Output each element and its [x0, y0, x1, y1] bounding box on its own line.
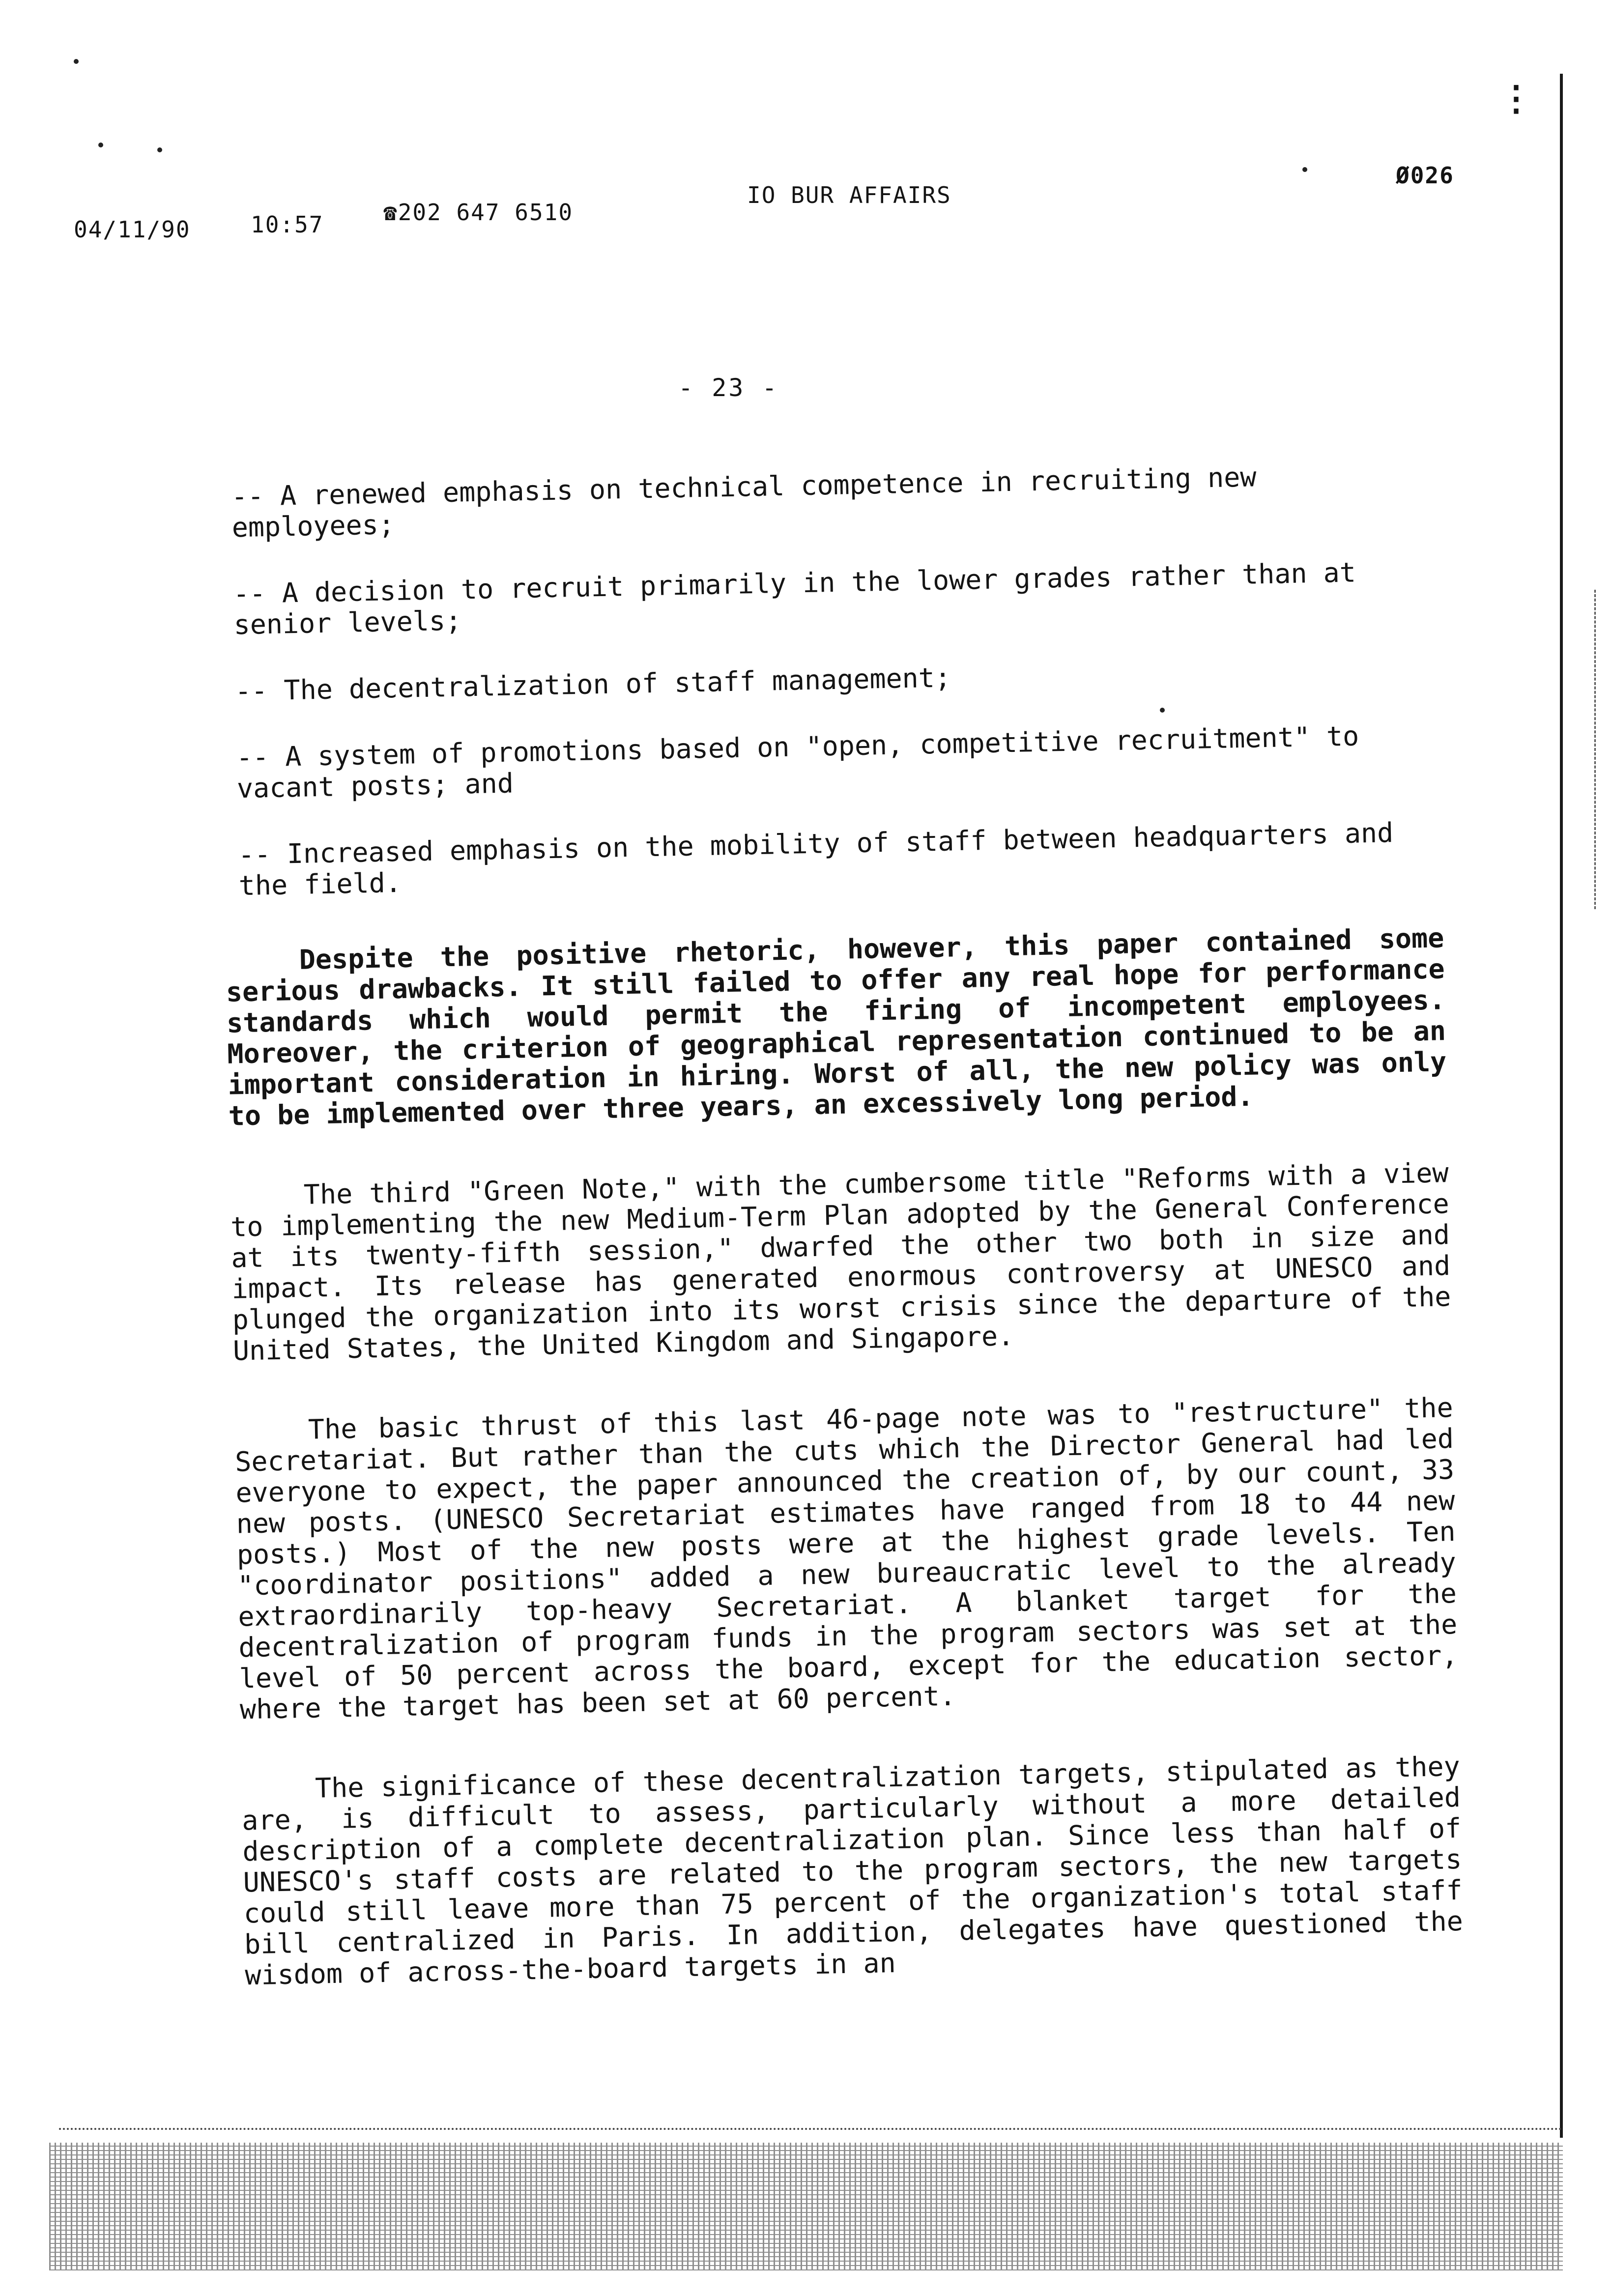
- scan-speck: [157, 147, 162, 152]
- fax-page-code: Ø026: [1396, 162, 1454, 189]
- bullet-item: -- The decentralization of staff management;: [234, 661, 951, 707]
- fax-date: 04/11/90: [74, 216, 191, 243]
- scan-speck: [1302, 167, 1307, 172]
- paragraph: The basic thrust of this last 46-page note was to "restructure" the Secretariat. But rather than the cuts which the Director General had led everyone to expect, the paper announced the creation of, by our count, 33 new posts. (UNESCO Secretariat estimates have ranged from 18 to 44 new posts.) Most of the new posts were at the highest grade levels. Ten "coordinator positions" added a new bureaucratic level to the already extraordinarily top-heavy Secretariat. A blanket target for the decentralization of program funds in the program sectors was set at the level of 50 percent across the board, except for the education sector, where the target has been set at 60 percent.: [234, 1392, 1458, 1725]
- scan-speck: [74, 59, 79, 64]
- fax-sender: IO BUR AFFAIRS: [747, 182, 951, 208]
- scan-edge-marks: ⋮: [1499, 78, 1533, 118]
- document-body: [216, 458, 1465, 2040]
- scan-speck: [98, 143, 103, 147]
- bullet-item: -- A system of promotions based on "open, competitive recruitment" to vacant posts; and: [236, 720, 1359, 804]
- page-number: - 23 -: [678, 373, 779, 402]
- bullet-item: -- A renewed emphasis on technical competence in recruiting new employees;: [230, 461, 1257, 544]
- paragraph: Despite the positive rhetoric, however, this paper contained some serious drawbacks. It still failed to offer any real hope for performance standards which would permit the firing of incompetent employees. Moreover, the criterion of geographical representation continued to be an important consideration in hiring. Worst of all, the new policy was only to be implemented over three years, an excessively long period.: [226, 922, 1447, 1132]
- paragraph: The third "Green Note," with the cumbersome title "Reforms with a view to implementing the new Medium-Term Plan adopted by the General Conference at its twenty-fifth session," dwarfed the other two both in size and impact. Its release has generated enormous controversy at UNESCO and plunged the organization into its worst crisis since the departure of the United States, the United Kingdom and Singapore.: [230, 1157, 1451, 1367]
- bullet-item: -- Increased emphasis on the mobility of staff between headquarters and the field.: [237, 817, 1394, 902]
- fax-phone: ☎202 647 6510: [383, 199, 574, 226]
- scan-bottom-noise: [49, 2143, 1563, 2270]
- scan-bottom-rule: [59, 2128, 1563, 2130]
- scan-edge-dash: [1594, 590, 1597, 909]
- scan-edge-line: [1560, 74, 1563, 2138]
- paragraph: The significance of these decentralization targets, stipulated as they are, is difficult to assess, particularly without a more detailed description of a complete decentralization plan. Since less than half of UNESCO's staff costs are related to the program sectors, the new targets could still leave more than 75 percent of the organization's total staff bill centralized in Paris. In addition, delegates have questioned the wisdom of across-the-board targets in an: [241, 1750, 1464, 1991]
- scan-speck: [1160, 708, 1165, 713]
- bullet-item: -- A decision to recruit primarily in the lower grades rather than at senior levels;: [232, 556, 1356, 641]
- fax-time: 10:57: [251, 211, 324, 238]
- fax-header: [0, 162, 1612, 256]
